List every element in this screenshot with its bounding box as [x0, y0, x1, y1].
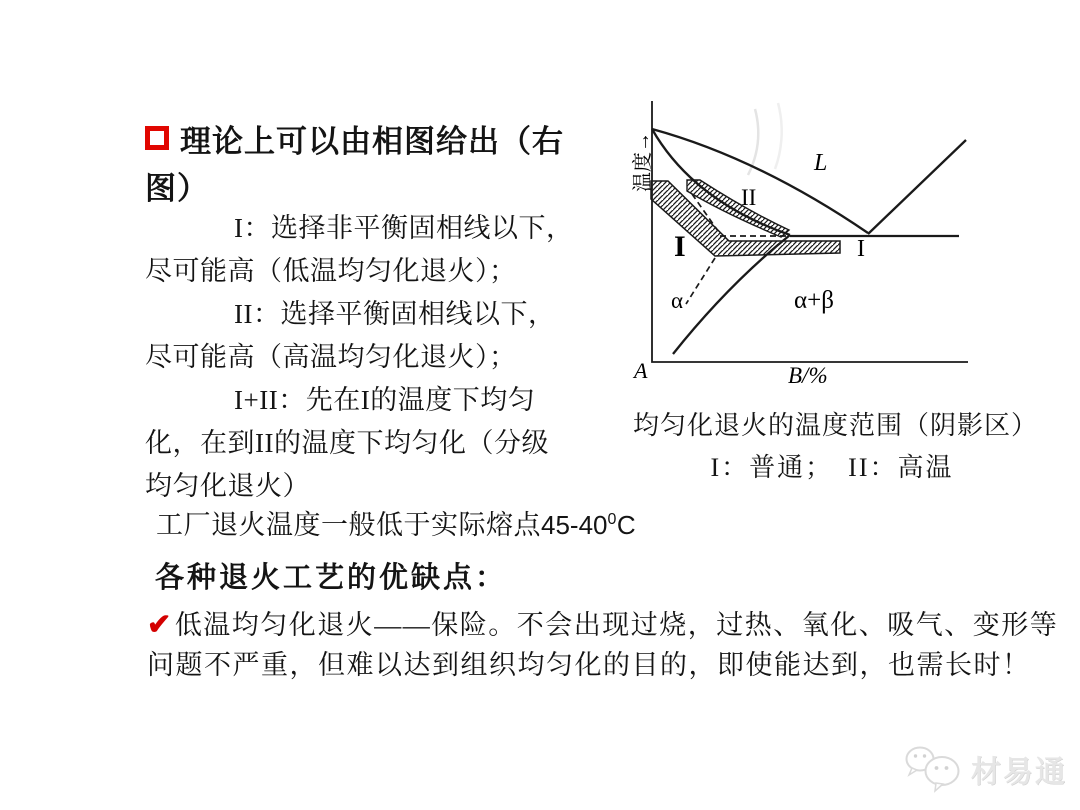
region-label-liquid: L [814, 150, 828, 176]
wechat-bubbles-icon [903, 744, 965, 794]
ghost-marks [748, 103, 782, 175]
factory-note-range: 45-40 [541, 510, 608, 540]
body-line: 尽可能高（高温均匀化退火）； [145, 342, 517, 372]
factory-note [156, 503, 636, 542]
watermark-text: 材易通 [971, 756, 1067, 789]
diagram-caption-line2: I：普通； II：高温 [710, 453, 954, 482]
red-square-bullet-icon [145, 126, 169, 150]
region-label-alpha: α [671, 288, 684, 313]
check-line-2: 问题不严重，但难以达到组织均匀化的目的，即使能达到，也需长时！ [147, 649, 1031, 680]
title-text-2: 图） [145, 171, 209, 206]
body-paragraphs [145, 207, 615, 508]
liquidus-right-curve [868, 140, 966, 234]
x-axis-label: B/% [788, 363, 828, 388]
body-line: I+II：先在I的温度下均匀 [234, 385, 536, 415]
origin-label: A [634, 358, 648, 383]
body-line: II：选择平衡固相线以下， [234, 299, 556, 329]
slide-title-line1 [145, 122, 564, 162]
y-axis-label: 温度→ [632, 132, 654, 192]
band-label-2: II [741, 185, 757, 210]
band-label-1-right: I [857, 236, 865, 262]
body-line: I：选择非平衡固相线以下， [234, 213, 574, 243]
check-text-1: 低温均匀化退火——保险。不会出现过烧，过热、氧化、吸气、变形等 [174, 610, 1059, 640]
diagram-caption-line1: 均匀化退火的温度范围（阴影区） [633, 411, 1039, 440]
title-text-1: 理论上可以由相图给出（右 [180, 124, 564, 159]
red-check-icon: ✔ [147, 609, 173, 641]
band-label-1-left: I [674, 230, 686, 263]
slide-title-line2 [145, 169, 209, 209]
factory-note-text: 工厂退火温度一般低于实际熔点 [156, 510, 541, 540]
phase-diagram [628, 95, 1040, 395]
watermark [903, 744, 1067, 794]
body-line: 尽可能高（低温均匀化退火）； [145, 256, 517, 286]
check-line-1 [147, 606, 1059, 646]
region-label-alpha-beta: α+β [794, 287, 834, 314]
check-point [147, 606, 1059, 685]
body-line: 均匀化退火） [145, 471, 310, 501]
factory-note-unit: C [616, 510, 636, 540]
section-heading: 各种退火工艺的优缺点： [155, 562, 508, 594]
body-line: 化，在到II的温度下均匀化（分级 [145, 428, 549, 458]
factory-note-sup: 0 [607, 511, 617, 528]
